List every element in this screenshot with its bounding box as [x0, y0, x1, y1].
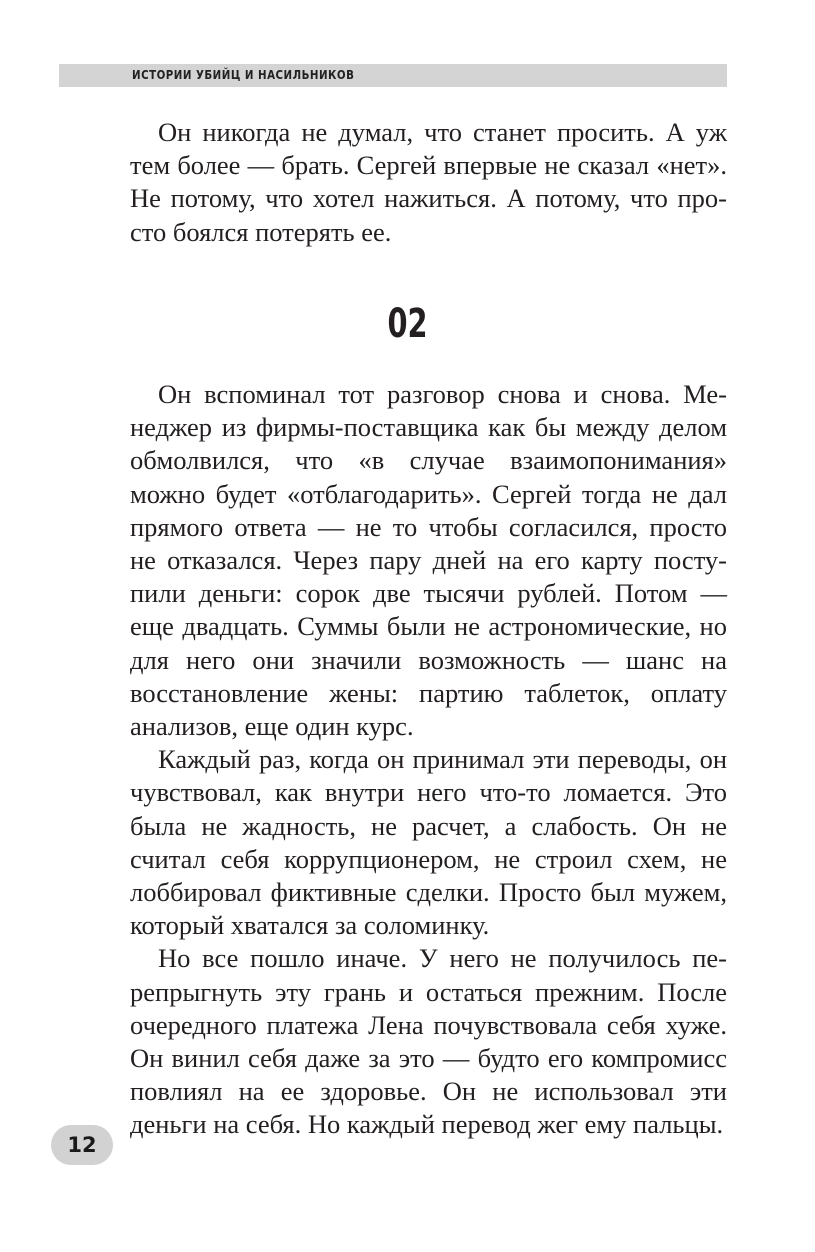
intro-paragraph: Он никогда не думал, что станет просить. А уж тем более — брать. Сергей впервые не сказал «нет». Не потому, что хотел нажиться. А потому, что просто боялся потерять ее.	[130, 117, 727, 247]
running-header-band	[59, 64, 727, 87]
chapter-body	[130, 378, 727, 1142]
body-paragraph-2: Каждый раз, когда он принимал эти переводы, он чувствовал, как внутри него что-то ломается. Это была не жадность, не расчет, а слабость. Он не считал себя коррупционером, не строил схем, не лоббировал фиктивные сделки. Просто был мужем, который хватался за соломинку.	[130, 744, 727, 941]
intro-text-block	[130, 116, 727, 249]
running-header-title: ИСТОРИИ УБИЙЦ И НАСИЛЬНИКОВ	[132, 67, 355, 82]
body-paragraph-1: Он вспоминал тот разговор снова и снова. Менеджер из фирмы-поставщика как бы между делом обмолвился, что «в случае взаимопонимания» можно будет «отблагодарить». Сергей тогда не дал прямого ответа — не то чтобы согласился, просто не отказался. Через пару дней на его карту поступили деньги: сорок две тысячи рублей. Потом — еще двадцать. Суммы были не астрономические, но для него они значили возможность — шанс на восстановление жены: партию таблеток, оплату анализов, еще один курс.	[130, 379, 727, 742]
page-number: 12	[67, 1133, 97, 1157]
body-paragraph-3: Но все пошло иначе. У него не получилось перепрыгнуть эту грань и остаться прежним. После очередного платежа Лена почувствовала себя хуже. Он винил себя даже за это — будто его компромисс повлиял на ее здоровье. Он не использовал эти деньги на себя. Но каждый перевод жег ему пальцы.	[130, 943, 727, 1140]
chapter-number: 02	[387, 301, 428, 347]
